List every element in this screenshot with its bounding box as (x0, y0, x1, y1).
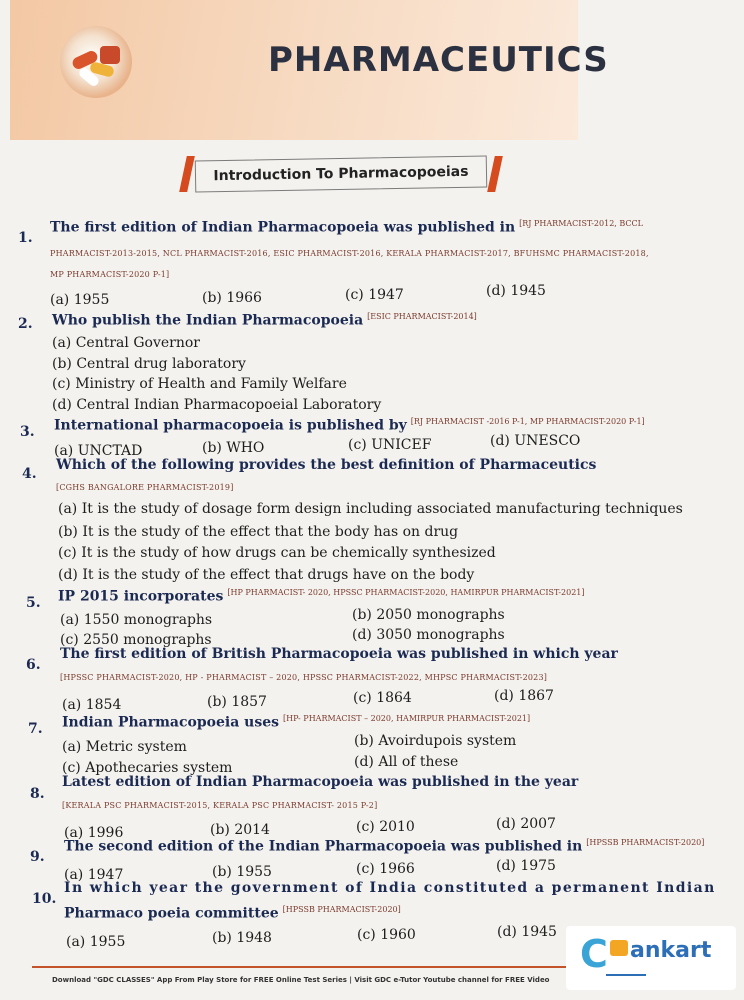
option-b: (b) 1955 (212, 864, 272, 880)
option-b: (b) Central drug laboratory (52, 356, 246, 372)
question-text: The second edition of the Indian Pharmacopoeia was published in [HPSSB PHARMACIST-2020] (64, 838, 705, 855)
option-c: (c) Ministry of Health and Family Welfare (52, 376, 347, 392)
option-d: (d) UNESCO (490, 433, 581, 449)
option-a: (a) 1947 (64, 867, 124, 883)
option-c: (c) 1947 (345, 287, 404, 303)
question-number: 2. (18, 316, 33, 332)
question-source: [HPSSC PHARMACIST-2020, HP - PHARMACIST – 2020, HPSSC PHARMACIST-2022, MHPSC PHARMACIST-2023] (60, 673, 548, 682)
question-number: 9. (30, 849, 45, 865)
option-d: (d) It is the study of the effect that drugs have on the body (58, 567, 475, 583)
option-c: (c) It is the study of how drugs can be chemically synthesized (58, 545, 496, 561)
option-a: (a) 1955 (66, 934, 126, 950)
question-number: 3. (20, 424, 35, 440)
option-b: (b) 1948 (212, 930, 272, 946)
option-d: (d) Central Indian Pharmacopoeial Laboratory (52, 397, 382, 413)
question-source: [HPSSB PHARMACIST-2020] (282, 905, 401, 914)
question-number: 7. (28, 721, 43, 737)
question-source: [ESIC PHARMACIST-2014] (367, 312, 477, 321)
question-source: [HP PHARMACIST- 2020, HPSSC PHARMACIST-2020, HAMIRPUR PHARMACIST-2021] (227, 588, 585, 597)
pills-image (60, 26, 132, 98)
question-number: 6. (26, 657, 41, 673)
option-d: (d) 1945 (497, 924, 557, 940)
question-text: Who publish the Indian Pharmacopoeia [ESIC PHARMACIST-2014] (52, 312, 477, 329)
option-b: (b) 1857 (207, 694, 267, 710)
question-source: [HP- PHARMACIST – 2020, HAMIRPUR PHARMACIST-2021] (283, 714, 531, 723)
option-b: (b) 2014 (210, 822, 270, 838)
watermark-logo (566, 926, 736, 990)
logo-mark-icon (610, 940, 628, 956)
question-source: [RJ PHARMACIST -2016 P-1, MP PHARMACIST-2020 P-1] (410, 417, 645, 426)
section-title: Introduction To Pharmacopoeias (195, 155, 488, 192)
question-text: The first edition of Indian Pharmacopoeia was published in $^{[RJ PHARMACIST-2012, BCCL}$ (50, 219, 643, 236)
question-number: 10. (32, 891, 57, 907)
question-text: In which year the government of India constituted a permanent Indian (64, 880, 716, 896)
question-source: [HPSSB PHARMACIST-2020] (586, 838, 705, 847)
option-c: (c) Apothecaries system (62, 760, 233, 776)
option-c: (c) 2010 (356, 819, 415, 835)
question-text: International pharmacopoeia is published by [RJ PHARMACIST -2016 P-1, MP PHARMACIST-2020 P-1] (54, 417, 645, 434)
option-b: (b) Avoirdupois system (354, 733, 517, 749)
section-heading (183, 152, 499, 196)
question-source: [KERALA PSC PHARMACIST-2015, KERALA PSC PHARMACIST- 2015 P-2] (62, 801, 378, 810)
question-text: IP 2015 incorporates [HP PHARMACIST- 2020, HPSSC PHARMACIST-2020, HAMIRPUR PHARMACIST-2021] (58, 588, 585, 605)
option-a: (a) 1854 (62, 697, 122, 713)
option-a: (a) Metric system (62, 739, 187, 755)
option-b: (b) 1966 (202, 290, 262, 306)
option-c: (c) UNICEF (348, 437, 432, 453)
question-text: Which of the following provides the best definition of Pharmaceutics (56, 457, 597, 473)
accent-bar (179, 156, 195, 192)
question-number: 5. (26, 595, 41, 611)
option-a: (a) It is the study of dosage form design including associated manufacturing techniques (58, 501, 683, 517)
option-c: (c) 1864 (353, 690, 412, 706)
footer-text: Download "GDC CLASSES" App From Play Store for FREE Online Test Series | Visit GDC e-Tutor Youtube channel for FREE Video (52, 976, 550, 984)
option-c: (c) 1966 (356, 861, 415, 877)
option-d: (d) 3050 monographs (352, 627, 505, 643)
question-text: The first edition of British Pharmacopoeia was published in which year (60, 646, 618, 662)
question-text: Latest edition of Indian Pharmacopoeia was published in the year (62, 774, 579, 790)
question-source: [RJ PHARMACIST-2012, BCCL (519, 219, 643, 228)
header-banner (10, 0, 609, 140)
option-b: (b) 2050 monographs (352, 607, 505, 623)
option-c: (c) 1960 (357, 927, 416, 943)
option-a: (a) 1550 monographs (60, 612, 213, 628)
option-d: (d) 2007 (496, 816, 556, 832)
logo-text: ankart (630, 938, 712, 963)
logo-letter: C (580, 932, 608, 976)
question-number: 8. (30, 786, 45, 802)
option-a: (a) 1996 (64, 825, 124, 841)
option-a: (a) Central Governor (52, 335, 200, 351)
question-number: 4. (22, 466, 37, 482)
question-source: PHARMACIST-2013-2015, NCL PHARMACIST-2016, ESIC PHARMACIST-2016, KERALA PHARMACIST-2017, BFUHSMC PHARMACIST-2018, (50, 249, 649, 258)
bottle-cap-icon (100, 46, 120, 64)
option-c: (c) 2550 monographs (60, 632, 212, 648)
option-d: (d) All of these (354, 754, 459, 770)
option-b: (b) It is the study of the effect that the body has on drug (58, 524, 459, 540)
option-d: (d) 1867 (494, 688, 554, 704)
question-source: [CGHS BANGALORE PHARMACIST-2019] (56, 483, 234, 492)
accent-bar (487, 156, 503, 192)
option-a: (a) 1955 (50, 292, 110, 308)
question-text: Pharmaco poeia committee [HPSSB PHARMACIST-2020] (64, 905, 401, 922)
cart-icon (606, 970, 646, 976)
question-text: Indian Pharmacopoeia uses [HP- PHARMACIST – 2020, HAMIRPUR PHARMACIST-2021] (62, 714, 531, 731)
question-number: 1. (18, 230, 33, 246)
option-d: (d) 1945 (486, 283, 546, 299)
option-b: (b) WHO (202, 440, 265, 456)
question-source: MP PHARMACIST-2020 P-1] (50, 270, 170, 279)
option-d: (d) 1975 (496, 858, 556, 874)
option-a: (a) UNCTAD (54, 443, 143, 459)
page-title: PHARMACEUTICS (268, 40, 609, 80)
